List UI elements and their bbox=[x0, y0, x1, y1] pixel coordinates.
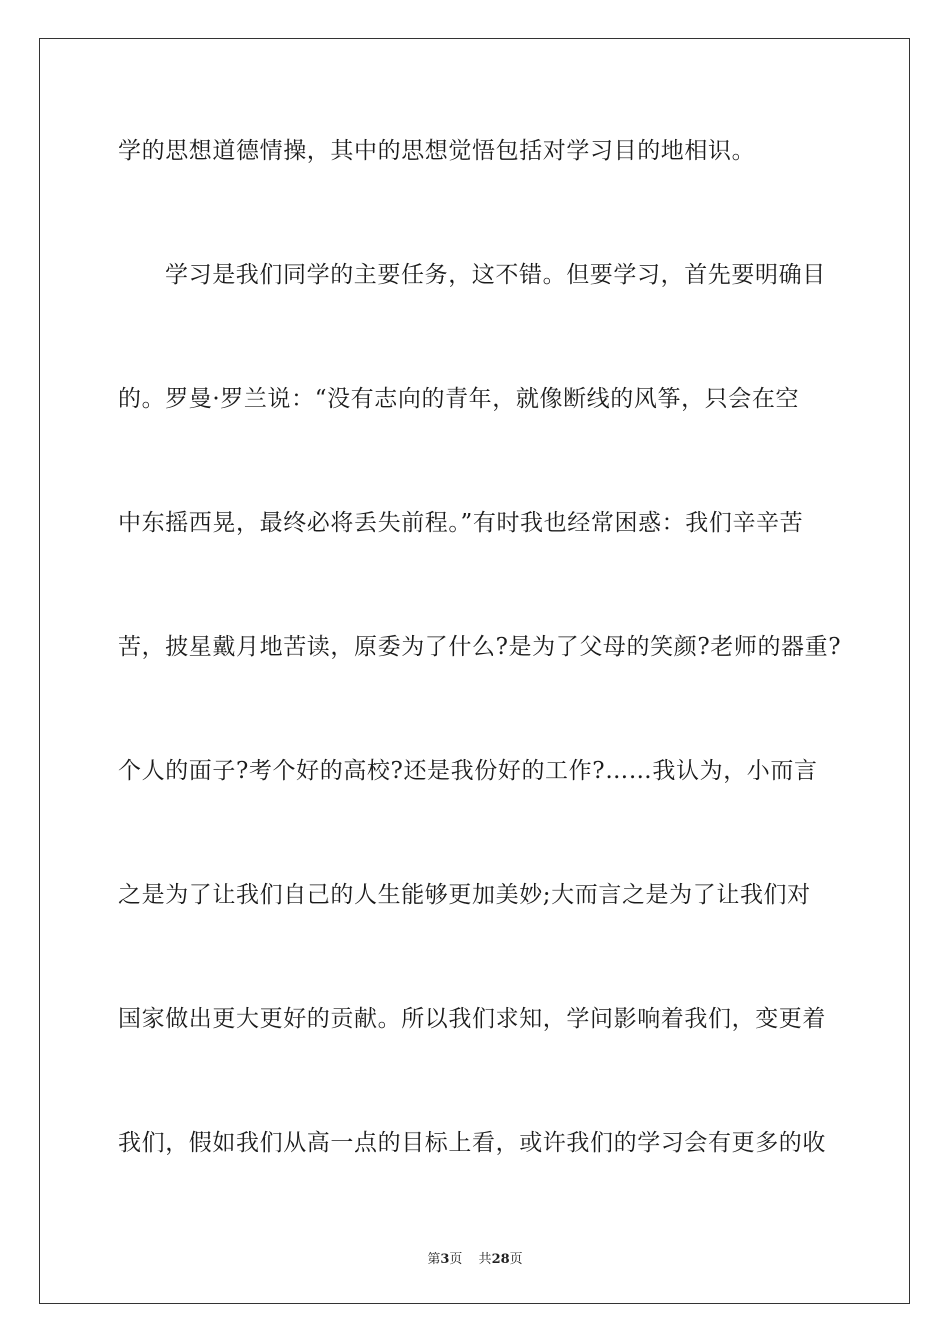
page-footer bbox=[0, 1248, 950, 1267]
current-page-number: 3 bbox=[440, 1252, 450, 1267]
text-line-1: 学的思想道德情操，其中的思想觉悟包括对学习目的地相识。 bbox=[118, 138, 756, 164]
text-line-3: 的。罗曼·罗兰说：“没有志向的青年，就像断线的风筝，只会在空 bbox=[118, 386, 800, 412]
text-line-6: 个人的面子?考个好的高校?还是我份好的工作?……我认为，小而言 bbox=[118, 758, 818, 784]
text-line-9: 我们，假如我们从高一点的目标上看，或许我们的学习会有更多的收 bbox=[118, 1130, 826, 1156]
total-pages-number: 28 bbox=[491, 1252, 510, 1267]
text-line-8: 国家做出更大更好的贡献。所以我们求知，学问影响着我们，变更着 bbox=[118, 1006, 826, 1032]
text-line-4: 中东摇西晃，最终必将丢失前程。”有时我也经常困惑：我们辛辛苦 bbox=[118, 510, 804, 536]
text-line-7: 之是为了让我们自己的人生能够更加美妙;大而言之是为了让我们对 bbox=[118, 882, 811, 908]
page-border bbox=[39, 38, 910, 1304]
total-pages-indicator: 共28页 bbox=[478, 1252, 523, 1267]
text-line-2: 学习是我们同学的主要任务，这不错。但要学习，首先要明确目 bbox=[165, 262, 826, 288]
text-line-5: 苦，披星戴月地苦读，原委为了什么?是为了父母的笑颜?老师的器重? bbox=[118, 634, 842, 660]
current-page-indicator: 第3页 bbox=[427, 1252, 463, 1267]
